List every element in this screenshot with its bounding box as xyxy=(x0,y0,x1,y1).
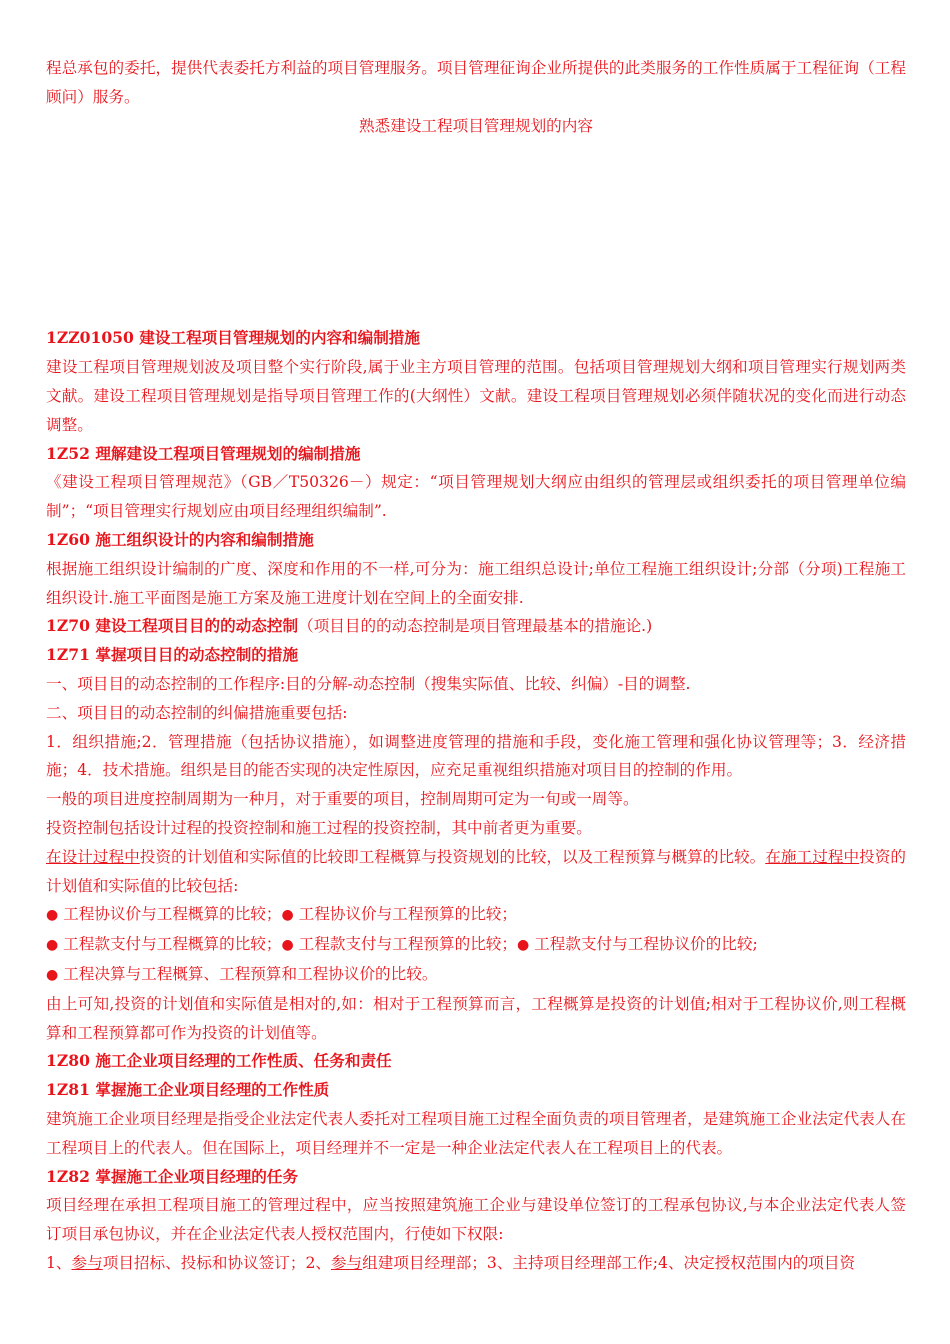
section-subtitle: 熟悉建设工程项目管理规划的内容 xyxy=(359,116,593,135)
underlined-construction-phase: 在施工过程中 xyxy=(765,847,860,866)
paragraph-1z71-6 xyxy=(46,843,906,901)
text-construction-comparison: 投资的计划值和实际值的比较包括: xyxy=(46,847,906,895)
bullet-line-2 xyxy=(46,930,906,960)
bullet-icon: ● xyxy=(46,937,59,954)
paragraph-1z82: 项目经理在承担工程项目施工的管理过程中，应当按照建筑施工企业与建设单位签订的工程承包协议,与本企业法定代表人签订项目承包协议，并在企业法定代表人授权范围内，行使如下权限: xyxy=(46,1196,906,1244)
document-page xyxy=(46,54,906,1278)
bullet-item: 工程款支付与工程预算的比较； xyxy=(293,935,517,954)
heading-1z81: 1Z81 掌握施工企业项目经理的工作性质 xyxy=(46,1080,330,1100)
bullet-icon: ● xyxy=(46,966,59,983)
bullet-line-3 xyxy=(46,960,906,990)
heading-1z52: 1Z52 理解建设工程项目管理规划的编制措施 xyxy=(46,443,361,463)
heading-1z71: 1Z71 掌握项目目的动态控制的措施 xyxy=(46,645,299,665)
note-1z70: （项目目的的动态控制是项目管理最基本的措施论.) xyxy=(298,617,653,636)
paragraph-1z52: 《建设工程项目管理规范》（GB／T50326－）规定：“项目管理规划大纲应由组织的管理层或组织委托的项目管理单位编制”；“项目管理实行规划应由项目经理组织编制”. xyxy=(46,473,906,521)
intro-paragraph: 程总承包的委托，提供代表委托方利益的项目管理服务。项目管理征询企业所提供的此类服务的工作性质属于工程征询（工程顾问）服务。 xyxy=(46,59,906,106)
paragraph-1zz01050: 建设工程项目管理规划波及项目整个实行阶段,属于业主方项目管理的范围。包括项目管理规划大纲和项目管理实行规划两类文献。建设工程项目管理规划是指导项目管理工作的(大纲性）文献。建设工程项目管理规划必须伴随状况的变化而进行动态调整。 xyxy=(46,358,906,434)
heading-1z70: 1Z70 建设工程项目目的的动态控制 xyxy=(46,616,299,636)
bullet-icon: ● xyxy=(46,907,59,924)
heading-1zz01050: 1ZZ01050 建设工程项目管理规划的内容和编制措施 xyxy=(46,328,420,348)
paragraph-1z71-4: 一般的项目进度控制周期为一种月，对于重要的项目，控制周期可定为一旬或一周等。 xyxy=(46,790,639,809)
list-text: 组建项目经理部；3、主持项目经理部工作;4、决定授权范围内的项目资 xyxy=(362,1253,856,1272)
paragraph-1z71-7: 由上可知,投资的计划值和实际值是相对的,如：相对于工程预算而言，工程概算是投资的计划值;相对于工程协议价,则工程概算和工程预算都可作为投资的计划值等。 xyxy=(46,994,906,1042)
bullet-icon: ● xyxy=(281,937,294,954)
heading-1z60: 1Z60 施工组织设计的内容和编制措施 xyxy=(46,529,314,549)
blank-space xyxy=(46,140,906,324)
paragraph-1z82-list xyxy=(46,1249,906,1278)
paragraph-1z71-2: 二、项目目的动态控制的纠偏措施重要包括: xyxy=(46,703,348,722)
underlined-participate: 参与 xyxy=(71,1253,103,1272)
paragraph-1z60: 根据施工组织设计编制的广度、深度和作用的不一样,可分为：施工组织总设计;单位工程施工组织设计;分部（分项)工程施工组织设计.施工平面图是施工方案及施工进度计划在空间上的全面安排. xyxy=(46,559,906,607)
heading-1z82: 1Z82 掌握施工企业项目经理的任务 xyxy=(46,1166,299,1186)
list-text: 项目招标、投标和协议签订；2、 xyxy=(102,1253,331,1272)
paragraph-1z81: 建筑施工企业项目经理是指受企业法定代表人委托对工程项目施工过程全面负责的项目管理者，是建筑施工企业法定代表人在工程项目上的代表人。但在国际上，项目经理并不一定是一种企业法定代表人在工程项目上的代表。 xyxy=(46,1109,906,1157)
paragraph-1z71-3: 1．组织措施;2．管理措施（包括协议措施），如调整进度管理的措施和手段，变化施工管理和强化协议管理等；3．经济措施；4．技术措施。组织是目的能否实现的决定性原因，应充足重视组织措施对项目目的控制的作用。 xyxy=(46,732,906,780)
heading-1z80: 1Z80 施工企业项目经理的工作性质、任务和责任 xyxy=(46,1051,392,1071)
paragraph-1z71-5: 投资控制包括设计过程的投资控制和施工过程的投资控制，其中前者更为重要。 xyxy=(46,818,592,837)
bullet-icon: ● xyxy=(517,937,530,954)
heading-line-1z70 xyxy=(46,612,906,641)
underlined-design-phase: 在设计过程中 xyxy=(46,847,140,866)
bullet-item: 工程款支付与工程概算的比较； xyxy=(58,935,282,954)
paragraph-1z71-1: 一、项目目的动态控制的工作程序:目的分解-动态控制（搜集实际值、比较、纠偏）-目的调整. xyxy=(46,674,691,693)
bullet-line-1 xyxy=(46,900,906,930)
bullet-item: 工程款支付与工程协议价的比较; xyxy=(529,935,758,954)
bullet-item: 工程协议价与工程预算的比较； xyxy=(293,905,517,924)
list-number: 1、 xyxy=(46,1253,72,1272)
bullet-item: 工程协议价与工程概算的比较； xyxy=(58,905,282,924)
bullet-icon: ● xyxy=(281,907,294,924)
underlined-participate: 参与 xyxy=(330,1253,363,1272)
bullet-item: 工程决算与工程概算、工程预算和工程协议价的比较。 xyxy=(58,964,438,983)
text-design-comparison: 投资的计划值和实际值的比较即工程概算与投资规划的比较，以及工程预算与概算的比较。 xyxy=(139,847,766,866)
